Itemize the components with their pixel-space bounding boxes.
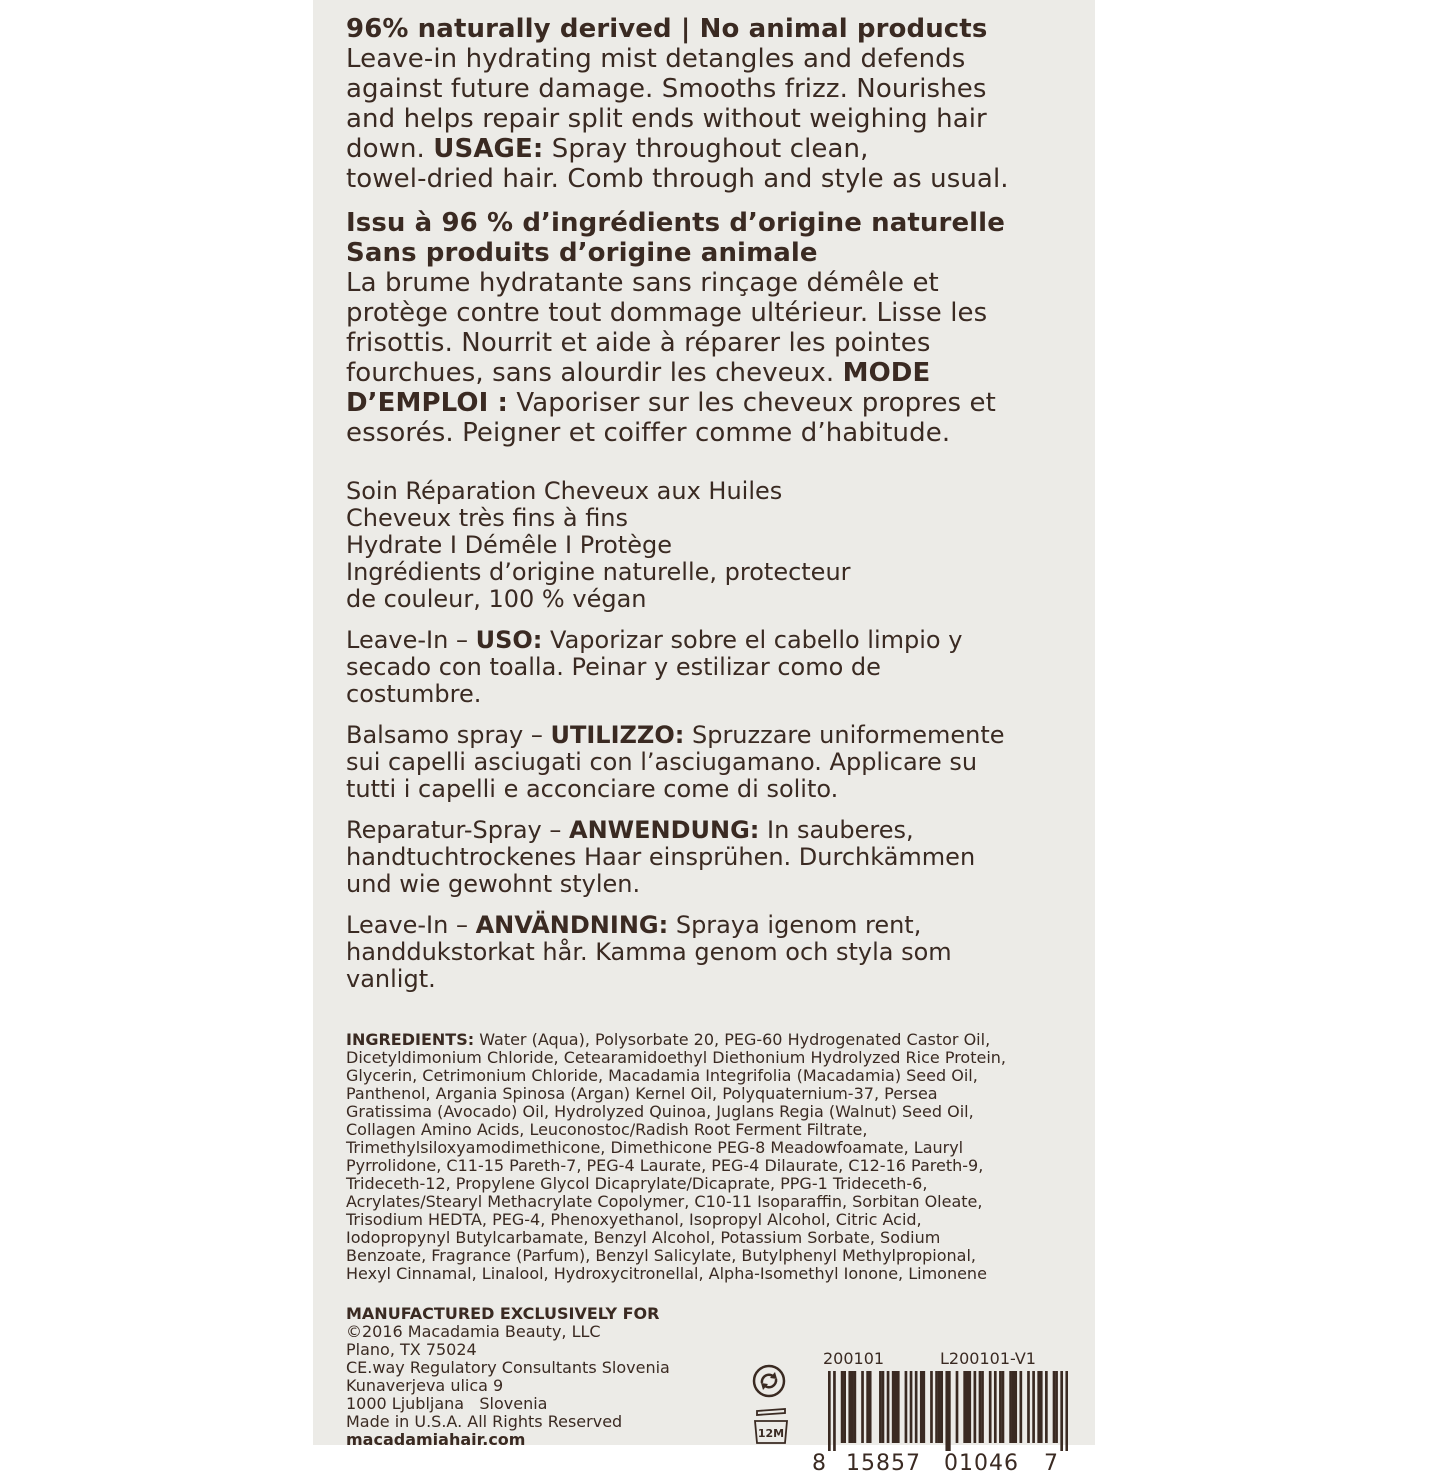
anvandning-label: ANVÄNDNING: — [475, 911, 669, 939]
barcode-bar — [948, 1371, 951, 1451]
barcode-bar — [1009, 1371, 1012, 1443]
barcode-bar — [1032, 1371, 1035, 1443]
french-line: Vaporiser sur les cheveux propres et — [508, 388, 996, 418]
italian-line: Balsamo spray – — [346, 721, 551, 749]
symbol-icons — [751, 1363, 801, 1451]
spanish-line: Leave-In – — [346, 626, 476, 654]
french-section — [346, 208, 1075, 448]
german-line: Reparatur-Spray – — [346, 816, 569, 844]
barcode-first-digit: 8 — [812, 1451, 827, 1476]
ingredients-line: Acrylates/Stearyl Methacrylate Copolymer, C10-11 Isoparaffin, Sorbitan Oleate, — [346, 1192, 983, 1211]
german-line: In sauberes, — [759, 816, 914, 844]
english-line: Leave-in hydrating mist detangles and defends — [346, 44, 966, 74]
italian-section — [346, 722, 1075, 803]
barcode-bar — [1037, 1371, 1040, 1443]
french-line: essorés. Peigner et coiffer comme d’habitude. — [346, 418, 951, 448]
ingredients-line: Benzoate, Fragrance (Parfum), Benzyl Salicylate, Butylphenyl Methylpropional, — [346, 1246, 977, 1265]
barcode-bar — [989, 1371, 992, 1443]
barcode-bar — [866, 1371, 869, 1443]
spanish-line: Vaporizar sobre el cabello limpio y — [542, 626, 963, 654]
barcode-bar — [1027, 1371, 1030, 1443]
barcode-bar — [1060, 1371, 1063, 1451]
ingredients-line: Trimethylsiloxyamodimethicone, Dimethicone PEG-8 Meadowfoamate, Lauryl — [346, 1138, 964, 1157]
german-line: handtuchtrockenes Haar einsprühen. Durchkämmen — [346, 843, 976, 871]
barcode-left-group: 15857 — [846, 1451, 921, 1476]
barcode-bar — [887, 1371, 890, 1443]
ingredients-line: Iodopropynyl Butylcarbamate, Benzyl Alcohol, Potassium Sorbate, Sodium — [346, 1228, 941, 1247]
label-panel — [313, 0, 1095, 1476]
barcode-bar — [979, 1371, 982, 1443]
postal-line: 1000 Ljubljana Slovenia — [346, 1394, 548, 1413]
manufactured-heading: MANUFACTURED EXCLUSIVELY FOR — [346, 1304, 660, 1323]
ingredients-line: Gratissima (Avocado) Oil, Hydrolyzed Quinoa, Juglans Regia (Walnut) Seed Oil, — [346, 1102, 974, 1121]
barcode-check-digit: 7 — [1044, 1451, 1059, 1476]
spanish-line: secado con toalla. Peinar y estilizar como de — [346, 653, 881, 681]
english-heading: 96% naturally derived | No animal products — [346, 14, 988, 44]
french-product-line: Ingrédients d’origine naturelle, protecteur — [346, 558, 851, 586]
english-line: down. — [346, 134, 434, 164]
barcode-bar — [1055, 1371, 1058, 1443]
ingredients-line: Trideceth-12, Propylene Glycol Dicaprylate/Dicaprate, PPG-1 Trideceth-6, — [346, 1174, 928, 1193]
swedish-line: vanligt. — [346, 965, 436, 993]
barcode-bar — [935, 1371, 938, 1443]
barcode-bar — [968, 1371, 971, 1443]
barcode-bar — [938, 1371, 941, 1443]
french-product-line: Cheveux très fins à fins — [346, 504, 629, 532]
open-jar-12m-icon — [751, 1407, 791, 1447]
french-product-section — [346, 478, 1075, 613]
barcode-bar — [956, 1371, 959, 1443]
ingredients-line: Collagen Amino Acids, Leuconostoc/Radish Root Ferment Filtrate, — [346, 1120, 868, 1139]
barcode-bar — [1040, 1371, 1043, 1443]
barcode-bar — [920, 1371, 923, 1443]
uso-label: USO: — [475, 626, 543, 654]
barcode-bar — [1045, 1371, 1048, 1443]
ingredients-line: Dicetyldimonium Chloride, Cetearamidoethyl Diethonium Hydrolyzed Rice Protein, — [346, 1048, 1007, 1067]
label-footer — [346, 1305, 1075, 1475]
french-heading: Issu à 96 % d’ingrédients d’origine naturelle — [346, 208, 1005, 238]
emploi-label: D’EMPLOI : — [346, 388, 509, 418]
barcode-bar — [861, 1371, 864, 1443]
anwendung-label: ANWENDUNG: — [569, 816, 760, 844]
barcode-bar — [1019, 1371, 1022, 1443]
barcode-bar — [851, 1371, 854, 1443]
barcode-right-group: 01046 — [944, 1451, 1019, 1476]
barcode-bar — [879, 1371, 882, 1443]
swedish-line: Leave-In – — [346, 911, 476, 939]
spanish-line: costumbre. — [346, 680, 482, 708]
barcode-bar — [1014, 1371, 1017, 1443]
french-line: La brume hydratante sans rinçage démêle et — [346, 268, 939, 298]
barcode-bar — [854, 1371, 857, 1443]
italian-line: sui capelli asciugati con l’asciugamano. Applicare su — [346, 748, 978, 776]
swedish-section — [346, 912, 1075, 993]
german-line: und wie gewohnt stylen. — [346, 870, 641, 898]
barcode-bar — [1053, 1371, 1056, 1443]
ingredients-line: Water (Aqua), Polysorbate 20, PEG-60 Hydrogenated Castor Oil, — [474, 1030, 991, 1049]
barcode-bar — [828, 1371, 831, 1451]
barcode — [806, 1371, 1066, 1475]
barcode-bar — [882, 1371, 885, 1443]
ingredients-label: INGREDIENTS: — [346, 1030, 475, 1049]
barcode-bar — [922, 1371, 925, 1443]
english-line: against future damage. Smooths frizz. Nourishes — [346, 74, 987, 104]
barcode-bar — [1065, 1371, 1068, 1451]
french-line: frisottis. Nourrit et aide à réparer les pointes — [346, 328, 931, 358]
swedish-line: handdukstorkat hår. Kamma genom och styla som — [346, 938, 952, 966]
ingredients-line: Pyrrolidone, C11-15 Pareth-7, PEG-4 Laurate, PEG-4 Dilaurate, C12-16 Pareth-9, — [346, 1156, 984, 1175]
utilizzo-label: UTILIZZO: — [550, 721, 685, 749]
lot-code: 200101 — [823, 1349, 885, 1368]
barcode-bar — [869, 1371, 872, 1443]
ingredients-line: Glycerin, Cetrimonium Chloride, Macadamia Integrifolia (Macadamia) Seed Oil, — [346, 1066, 978, 1085]
mode-label: MODE — [842, 358, 931, 388]
swedish-line: Spraya igenom rent, — [668, 911, 922, 939]
barcode-bar — [940, 1371, 943, 1443]
italian-line: Spruzzare uniformemente — [684, 721, 1005, 749]
barcode-bar — [994, 1371, 997, 1443]
french-product-line: de couleur, 100 % végan — [346, 585, 647, 613]
barcode-bar — [945, 1371, 948, 1451]
website-line: macadamiahair.com — [346, 1430, 526, 1449]
french-heading: Sans produits d’origine animale — [346, 238, 818, 268]
barcode-bar — [966, 1371, 969, 1443]
barcode-bar — [915, 1371, 918, 1443]
ingredients-section — [346, 1031, 1075, 1283]
english-line: and helps repair split ends without weighing hair — [346, 104, 987, 134]
recycle-icon — [751, 1363, 787, 1399]
french-product-line: Hydrate I Démêle I Protège — [346, 531, 672, 559]
city-line: Plano, TX 75024 — [346, 1340, 477, 1359]
german-section — [346, 817, 1075, 898]
usage-label: USAGE: — [433, 134, 544, 164]
english-line: towel-dried hair. Comb through and style as usual. — [346, 164, 1009, 194]
barcode-bar — [974, 1371, 977, 1443]
barcode-bar — [963, 1371, 966, 1443]
barcode-bar — [843, 1371, 846, 1443]
barcode-bar — [910, 1371, 913, 1443]
street-line: Kunaverjeva ulica 9 — [346, 1376, 504, 1395]
barcode-bar — [894, 1371, 897, 1443]
pao-label: 12M — [757, 1427, 785, 1440]
ingredients-line: Hexyl Cinnamal, Linalool, Hydroxycitronellal, Alpha-Isomethyl Ionone, Limonene — [346, 1264, 987, 1283]
ingredients-line: Panthenol, Argania Spinosa (Argan) Kernel Oil, Polyquaternium-37, Persea — [346, 1084, 938, 1103]
barcode-bar — [833, 1371, 836, 1451]
ceway-line: CE.way Regulatory Consultants Slovenia — [346, 1358, 670, 1377]
barcode-bar — [897, 1371, 900, 1443]
barcode-bar — [930, 1371, 933, 1443]
barcode-bar — [848, 1371, 851, 1443]
french-line: fourchues, sans alourdir les cheveux. — [346, 358, 843, 388]
made-in-line: Made in U.S.A. All Rights Reserved — [346, 1412, 623, 1431]
barcode-bar — [981, 1371, 984, 1443]
english-line: Spray throughout clean, — [543, 134, 869, 164]
barcode-bar — [1012, 1371, 1015, 1443]
barcode-bar — [892, 1371, 895, 1443]
lot-version: L200101-V1 — [940, 1349, 1036, 1368]
barcode-bars — [828, 1371, 1068, 1451]
spanish-section — [346, 627, 1075, 708]
barcode-bar — [999, 1371, 1002, 1443]
manufacturer-address — [346, 1305, 670, 1449]
french-product-line: Soin Réparation Cheveux aux Huiles — [346, 477, 783, 505]
barcode-bar — [905, 1371, 908, 1443]
french-line: protège contre tout dommage ultérieur. Lisse les — [346, 298, 988, 328]
copyright-line: ©2016 Macadamia Beauty, LLC — [346, 1322, 601, 1341]
italian-line: tutti i capelli e acconciare come di solito. — [346, 775, 839, 803]
ingredients-line: Trisodium HEDTA, PEG-4, Phenoxyethanol, Isopropyl Alcohol, Citric Acid, — [346, 1210, 922, 1229]
barcode-bar — [841, 1371, 844, 1443]
english-section — [346, 14, 1075, 194]
barcode-bar — [1002, 1371, 1005, 1443]
